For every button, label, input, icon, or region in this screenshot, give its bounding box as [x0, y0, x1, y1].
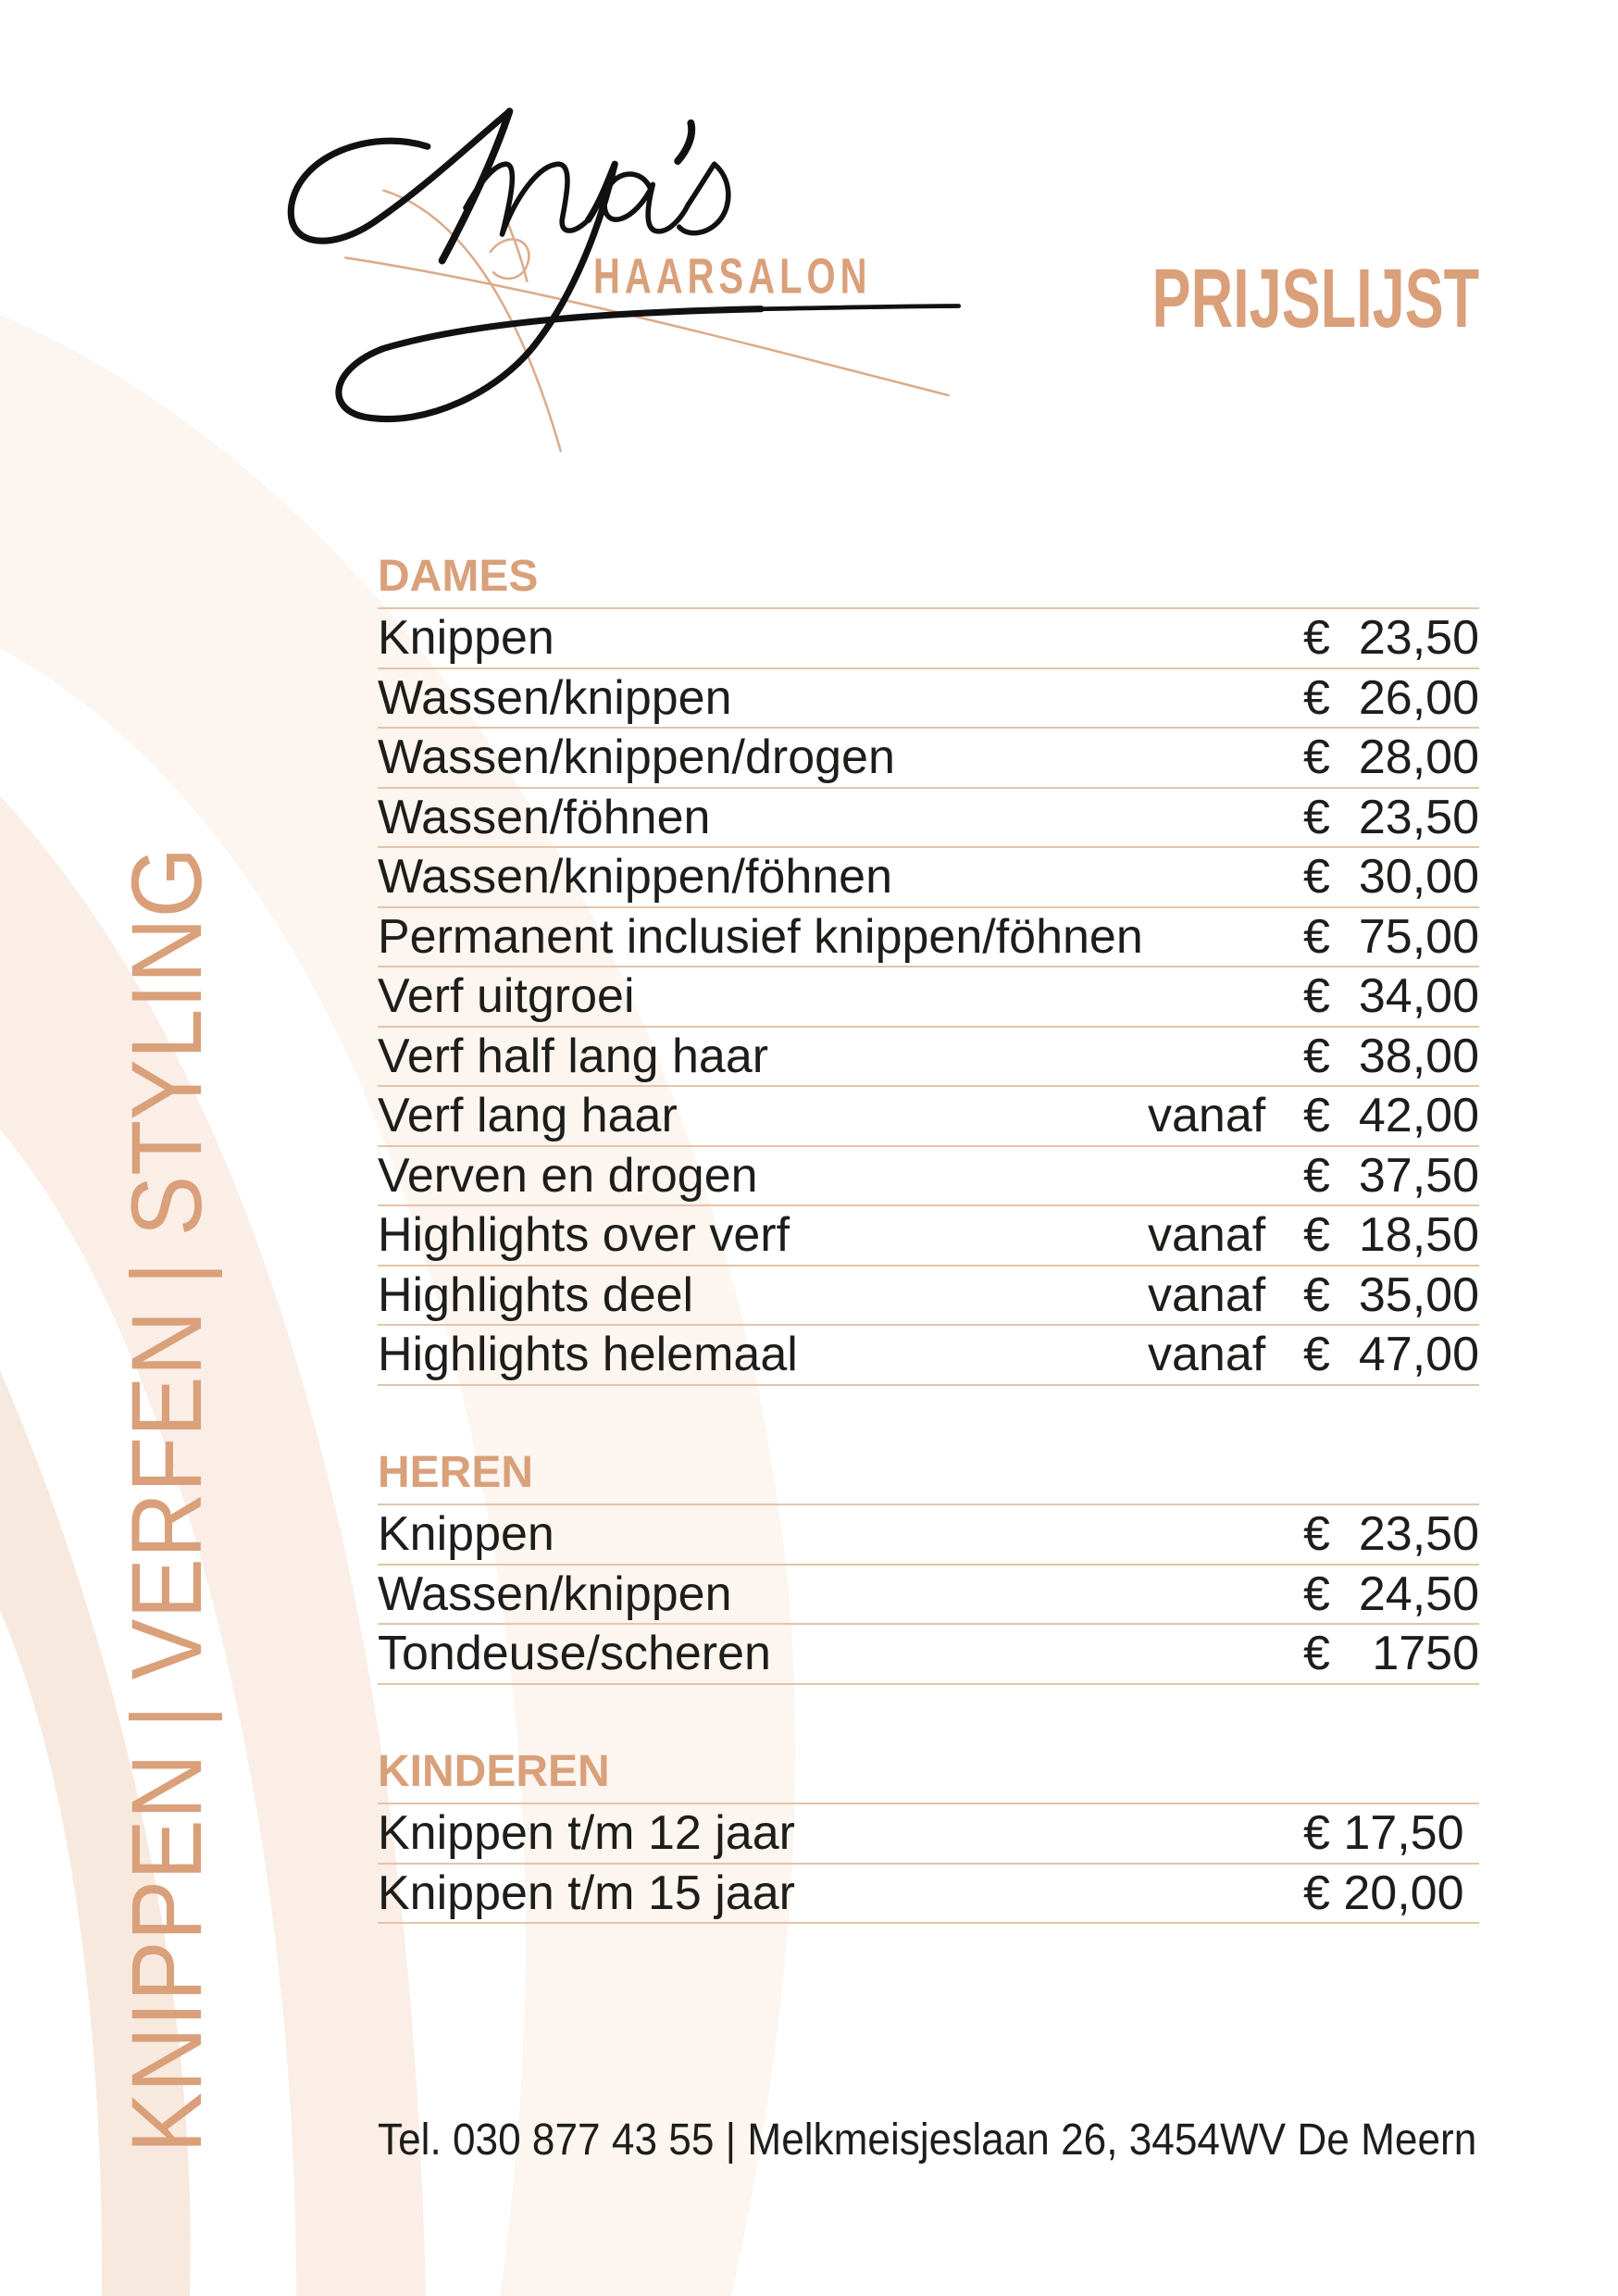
- service-label: Verf half lang haar: [378, 1029, 769, 1083]
- price-row: [378, 1566, 1479, 1626]
- price-list: [378, 609, 1479, 1386]
- price-amount: 47,00: [1358, 1328, 1479, 1381]
- price-row: [378, 1267, 1479, 1327]
- currency-symbol: €: [1303, 1208, 1330, 1262]
- price-amount: 1750: [1372, 1627, 1479, 1680]
- price-amount: € 20,00: [1303, 1866, 1464, 1920]
- service-label: Wassen/knippen/föhnen: [378, 850, 893, 904]
- page-title: PRIJSLIJST: [1151, 253, 1479, 345]
- vertical-tagline: KNIPPEN | VERFEN | STYLING: [110, 846, 222, 2153]
- price-qualifier: vanaf: [1148, 1267, 1266, 1322]
- price-row: [378, 1625, 1479, 1685]
- price-amount: 26,00: [1358, 670, 1479, 725]
- service-label: Knippen: [378, 611, 554, 665]
- price-row: [378, 1206, 1479, 1267]
- price-qualifier: vanaf: [1148, 1208, 1266, 1262]
- price-amount: 35,00: [1358, 1267, 1479, 1322]
- price-amount: 42,00: [1358, 1089, 1479, 1142]
- price-row: [378, 669, 1479, 730]
- price-row: [378, 1028, 1479, 1088]
- price-row: [378, 1326, 1479, 1386]
- currency-symbol: €: [1303, 909, 1330, 964]
- section-dames: [378, 554, 1479, 1386]
- currency-symbol: €: [1303, 1566, 1330, 1621]
- service-label: Highlights helemaal: [378, 1328, 798, 1381]
- price-row: [378, 848, 1479, 908]
- section-kinderen: [378, 1749, 1479, 1924]
- price-row: [378, 1087, 1479, 1147]
- service-label: Wassen/knippen/drogen: [378, 730, 895, 784]
- currency-symbol: €: [1303, 730, 1330, 784]
- price-row: [378, 789, 1479, 849]
- price-list: [378, 1505, 1479, 1685]
- currency-symbol: €: [1303, 1507, 1330, 1561]
- section-heading: KINDEREN: [378, 1749, 1479, 1804]
- service-label: Permanent inclusief knippen/föhnen: [378, 909, 1143, 964]
- service-label: Verf uitgroei: [378, 969, 635, 1023]
- service-label: Knippen t/m 12 jaar: [378, 1806, 795, 1860]
- price-amount: € 17,50: [1303, 1806, 1464, 1860]
- currency-symbol: €: [1303, 1029, 1330, 1083]
- service-label: Wassen/knippen: [378, 670, 732, 725]
- price-row: [378, 1865, 1479, 1925]
- price-list: [378, 1804, 1479, 1924]
- price-qualifier: vanaf: [1148, 1089, 1266, 1142]
- service-label: Wassen/knippen: [378, 1566, 732, 1621]
- price-amount: 34,00: [1358, 969, 1479, 1023]
- service-label: Wassen/föhnen: [378, 790, 711, 844]
- price-row: [378, 1804, 1479, 1865]
- service-label: Highlights over verf: [378, 1208, 790, 1262]
- currency-symbol: €: [1303, 670, 1330, 725]
- service-label: Highlights deel: [378, 1267, 694, 1322]
- price-row: [378, 729, 1479, 789]
- price-amount: 23,50: [1358, 1507, 1479, 1561]
- logo-subtitle: HAARSALON: [593, 249, 872, 305]
- section-heading: DAMES: [378, 554, 1479, 609]
- service-label: Verf lang haar: [378, 1089, 678, 1142]
- price-amount: 18,50: [1358, 1208, 1479, 1262]
- section-heren: [378, 1450, 1479, 1685]
- currency-symbol: €: [1303, 790, 1330, 844]
- price-row: [378, 1147, 1479, 1207]
- price-amount: 28,00: [1358, 730, 1479, 784]
- price-amount: 23,50: [1358, 611, 1479, 665]
- price-row: [378, 967, 1479, 1028]
- currency-symbol: €: [1303, 1627, 1330, 1680]
- currency-symbol: €: [1303, 1089, 1330, 1142]
- price-amount: 37,50: [1358, 1148, 1479, 1203]
- price-amount: 75,00: [1358, 909, 1479, 964]
- price-amount: 30,00: [1358, 850, 1479, 904]
- currency-symbol: €: [1303, 1328, 1330, 1381]
- currency-symbol: €: [1303, 1148, 1330, 1203]
- price-qualifier: vanaf: [1148, 1328, 1266, 1381]
- contact-footer: Tel. 030 877 43 55 | Melkmeisjeslaan 26, 3454WV De Meern: [378, 2115, 1477, 2165]
- price-amount: 24,50: [1358, 1566, 1479, 1621]
- service-label: Verven en drogen: [378, 1148, 758, 1203]
- currency-symbol: €: [1303, 850, 1330, 904]
- currency-symbol: €: [1303, 611, 1330, 665]
- section-heading: HEREN: [378, 1450, 1479, 1505]
- price-row: [378, 908, 1479, 968]
- price-amount: 23,50: [1358, 790, 1479, 844]
- currency-symbol: €: [1303, 969, 1330, 1023]
- price-row: [378, 609, 1479, 669]
- price-row: [378, 1505, 1479, 1566]
- service-label: Knippen t/m 15 jaar: [378, 1866, 795, 1920]
- service-label: Tondeuse/scheren: [378, 1627, 771, 1680]
- price-amount: 38,00: [1358, 1029, 1479, 1083]
- service-label: Knippen: [378, 1507, 554, 1561]
- currency-symbol: €: [1303, 1267, 1330, 1322]
